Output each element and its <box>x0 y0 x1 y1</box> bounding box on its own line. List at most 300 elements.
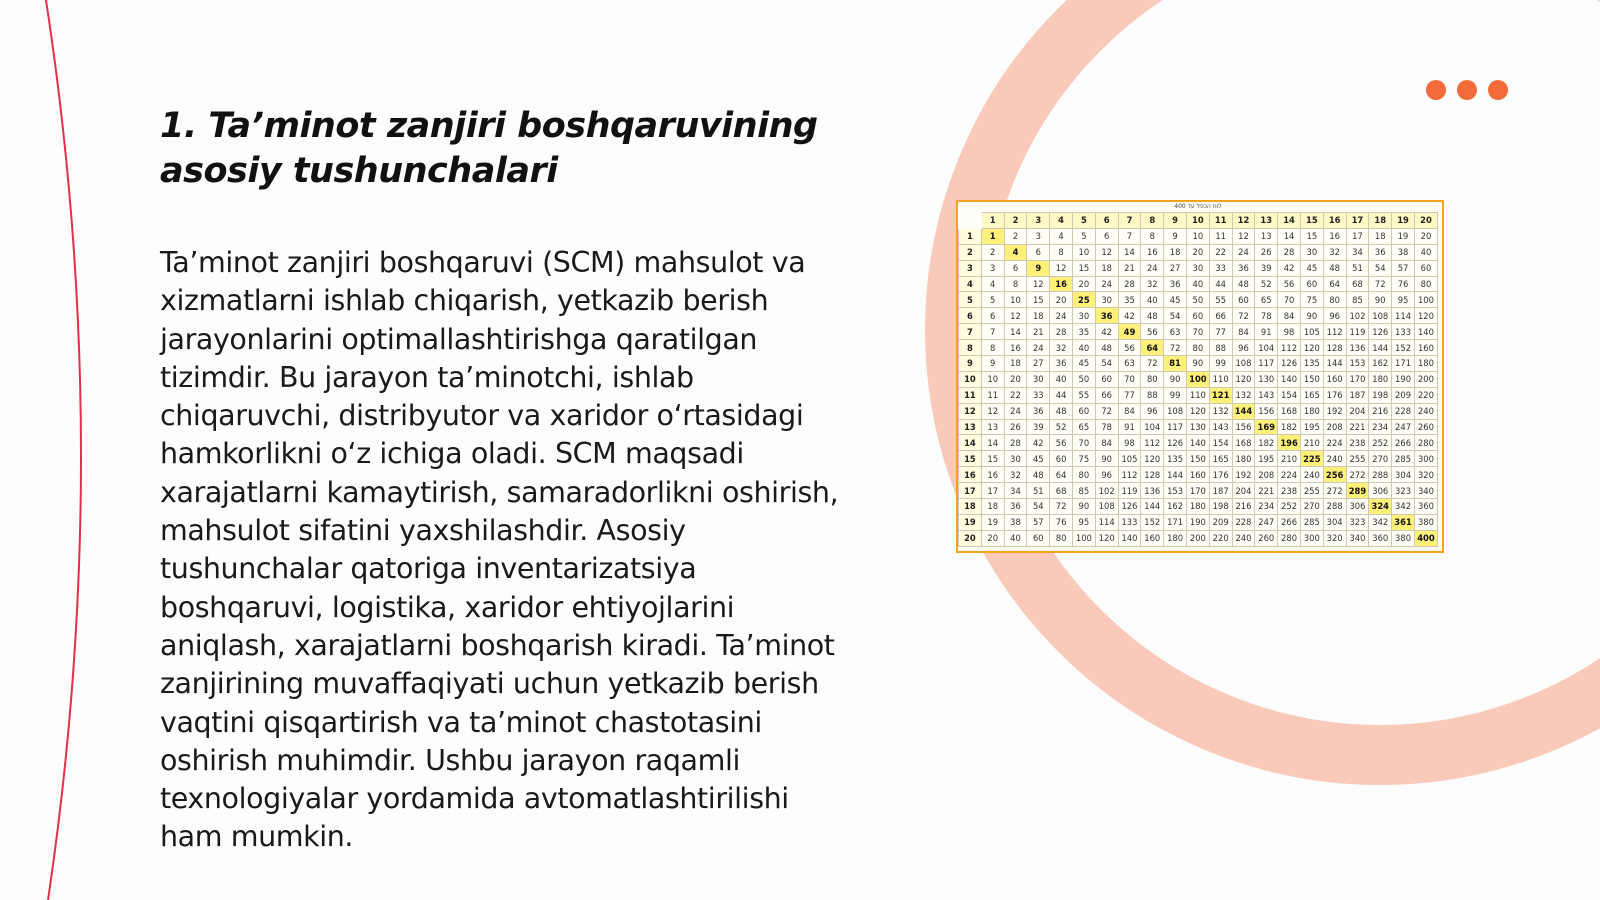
table-cell: 30 <box>1186 260 1209 276</box>
table-cell: 140 <box>1186 435 1209 451</box>
table-cell: 180 <box>1164 530 1187 546</box>
table-cell: 108 <box>1164 403 1187 419</box>
table-cell: 91 <box>1255 324 1278 340</box>
table-cell: 14 <box>981 435 1004 451</box>
table-cell: 162 <box>1164 499 1187 515</box>
table-cell: 90 <box>1095 451 1118 467</box>
table-row-header: 14 <box>959 435 982 451</box>
table-cell: 120 <box>1232 371 1255 387</box>
table-cell: 65 <box>1072 419 1095 435</box>
table-cell: 50 <box>1072 371 1095 387</box>
table-cell: 75 <box>1300 292 1323 308</box>
table-cell: 14 <box>1118 244 1141 260</box>
table-cell: 36 <box>1369 244 1392 260</box>
table-cell: 13 <box>981 419 1004 435</box>
table-cell: 30 <box>1072 308 1095 324</box>
table-cell: 108 <box>1232 356 1255 372</box>
table-cell-square: 4 <box>1004 244 1027 260</box>
table-cell-square: 289 <box>1346 483 1369 499</box>
table-cell: 84 <box>1278 308 1301 324</box>
table-column-header: 12 <box>1232 213 1255 229</box>
table-row <box>959 260 1438 276</box>
table-cell: 102 <box>1346 308 1369 324</box>
table-cell: 24 <box>1141 260 1164 276</box>
table-cell: 156 <box>1232 419 1255 435</box>
table-cell: 84 <box>1095 435 1118 451</box>
table-cell: 70 <box>1118 371 1141 387</box>
table-cell: 8 <box>1004 276 1027 292</box>
table-cell: 90 <box>1072 499 1095 515</box>
table-cell: 117 <box>1164 419 1187 435</box>
table-row <box>959 467 1438 483</box>
table-cell: 56 <box>1118 340 1141 356</box>
table-cell: 54 <box>1027 499 1050 515</box>
table-cell: 60 <box>1027 530 1050 546</box>
table-cell: 192 <box>1232 467 1255 483</box>
table-cell: 52 <box>1050 419 1073 435</box>
table-cell: 63 <box>1118 356 1141 372</box>
table-cell: 171 <box>1164 514 1187 530</box>
table-cell: 228 <box>1232 514 1255 530</box>
table-cell: 252 <box>1278 499 1301 515</box>
table-cell: 285 <box>1300 514 1323 530</box>
table-row-header: 3 <box>959 260 982 276</box>
table-cell: 200 <box>1414 371 1437 387</box>
table-cell: 72 <box>1164 340 1187 356</box>
dot-icon <box>1457 80 1477 100</box>
table-cell: 170 <box>1346 371 1369 387</box>
table-cell: 260 <box>1255 530 1278 546</box>
table-cell: 195 <box>1255 451 1278 467</box>
table-row-header: 13 <box>959 419 982 435</box>
table-cell: 114 <box>1095 514 1118 530</box>
table-cell: 143 <box>1209 419 1232 435</box>
table-cell: 27 <box>1027 356 1050 372</box>
table-cell: 216 <box>1369 403 1392 419</box>
table-cell: 36 <box>1027 403 1050 419</box>
table-cell: 40 <box>1072 340 1095 356</box>
table-cell: 88 <box>1209 340 1232 356</box>
table-cell: 80 <box>1186 340 1209 356</box>
table-cell: 48 <box>1050 403 1073 419</box>
table-cell: 108 <box>1095 499 1118 515</box>
table-cell: 8 <box>1050 244 1073 260</box>
table-cell: 7 <box>1118 228 1141 244</box>
table-cell: 17 <box>1346 228 1369 244</box>
table-cell-square: 64 <box>1141 340 1164 356</box>
table-cell: 17 <box>981 483 1004 499</box>
table-cell: 240 <box>1323 451 1346 467</box>
table-row-header: 10 <box>959 371 982 387</box>
table-cell: 21 <box>1118 260 1141 276</box>
table-cell-square: 169 <box>1255 419 1278 435</box>
table-cell: 52 <box>1255 276 1278 292</box>
left-curve-line <box>46 0 81 900</box>
table-cell: 160 <box>1186 467 1209 483</box>
table-cell-square: 121 <box>1209 387 1232 403</box>
table-cell: 72 <box>1232 308 1255 324</box>
table-cell: 54 <box>1164 308 1187 324</box>
table-cell: 34 <box>1346 244 1369 260</box>
table-cell: 7 <box>981 324 1004 340</box>
table-cell: 255 <box>1300 483 1323 499</box>
table-cell: 360 <box>1369 530 1392 546</box>
table-cell: 39 <box>1255 260 1278 276</box>
table-row <box>959 403 1438 419</box>
table-cell: 77 <box>1209 324 1232 340</box>
table-cell: 30 <box>1095 292 1118 308</box>
table-cell: 68 <box>1346 276 1369 292</box>
table-row <box>959 387 1438 403</box>
table-cell: 340 <box>1346 530 1369 546</box>
table-cell: 12 <box>1004 308 1027 324</box>
table-cell: 119 <box>1118 483 1141 499</box>
table-cell: 133 <box>1392 324 1415 340</box>
table-cell: 304 <box>1323 514 1346 530</box>
table-row-header: 6 <box>959 308 982 324</box>
table-cell: 240 <box>1232 530 1255 546</box>
table-row-header: 7 <box>959 324 982 340</box>
table-cell: 22 <box>1209 244 1232 260</box>
table-cell: 48 <box>1232 276 1255 292</box>
table-row <box>959 451 1438 467</box>
table-cell: 190 <box>1392 371 1415 387</box>
table-cell: 270 <box>1300 499 1323 515</box>
table-cell: 154 <box>1278 387 1301 403</box>
table-cell: 72 <box>1141 356 1164 372</box>
table-cell: 266 <box>1392 435 1415 451</box>
table-cell: 24 <box>1004 403 1027 419</box>
table-cell: 209 <box>1209 514 1232 530</box>
table-row <box>959 499 1438 515</box>
table-cell: 240 <box>1300 467 1323 483</box>
table-cell: 150 <box>1300 371 1323 387</box>
table-cell: 96 <box>1232 340 1255 356</box>
table-cell: 34 <box>1004 483 1027 499</box>
table-cell: 88 <box>1141 387 1164 403</box>
table-cell: 24 <box>1095 276 1118 292</box>
table-cell: 32 <box>1141 276 1164 292</box>
table-cell: 208 <box>1255 467 1278 483</box>
table-cell: 187 <box>1209 483 1232 499</box>
table-cell: 12 <box>1050 260 1073 276</box>
table-cell: 45 <box>1027 451 1050 467</box>
table-cell: 247 <box>1392 419 1415 435</box>
table-cell: 44 <box>1050 387 1073 403</box>
table-cell: 50 <box>1186 292 1209 308</box>
table-cell: 143 <box>1255 387 1278 403</box>
table-cell: 18 <box>981 499 1004 515</box>
table-cell: 270 <box>1369 451 1392 467</box>
table-cell: 220 <box>1209 530 1232 546</box>
table-cell: 96 <box>1141 403 1164 419</box>
table-cell: 60 <box>1232 292 1255 308</box>
table-cell: 28 <box>1004 435 1027 451</box>
table-cell: 160 <box>1323 371 1346 387</box>
table-cell: 10 <box>1186 228 1209 244</box>
table-cell: 12 <box>1232 228 1255 244</box>
table-cell: 84 <box>1232 324 1255 340</box>
table-cell: 76 <box>1050 514 1073 530</box>
table-cell: 132 <box>1209 403 1232 419</box>
table-cell-square: 144 <box>1232 403 1255 419</box>
table-cell: 11 <box>1209 228 1232 244</box>
table-cell: 198 <box>1369 387 1392 403</box>
table-cell: 72 <box>1095 403 1118 419</box>
table-cell: 4 <box>981 276 1004 292</box>
table-cell: 198 <box>1209 499 1232 515</box>
table-cell: 176 <box>1323 387 1346 403</box>
table-cell: 95 <box>1392 292 1415 308</box>
table-cell: 260 <box>1414 419 1437 435</box>
table-row <box>959 324 1438 340</box>
table-cell: 221 <box>1255 483 1278 499</box>
table-row <box>959 308 1438 324</box>
table-cell: 140 <box>1414 324 1437 340</box>
table-cell: 120 <box>1095 530 1118 546</box>
table-cell: 120 <box>1186 403 1209 419</box>
table-cell: 16 <box>981 467 1004 483</box>
table-column-header: 4 <box>1050 213 1073 229</box>
table-cell: 72 <box>1369 276 1392 292</box>
table-cell: 200 <box>1186 530 1209 546</box>
table-cell: 38 <box>1004 514 1027 530</box>
table-cell: 224 <box>1278 467 1301 483</box>
table-cell: 228 <box>1392 403 1415 419</box>
table-cell: 30 <box>1004 451 1027 467</box>
table-cell: 60 <box>1095 371 1118 387</box>
table-cell: 51 <box>1346 260 1369 276</box>
table-cell: 30 <box>1027 371 1050 387</box>
table-cell: 80 <box>1414 276 1437 292</box>
table-cell: 85 <box>1072 483 1095 499</box>
table-cell: 8 <box>981 340 1004 356</box>
table-cell: 18 <box>1004 356 1027 372</box>
table-cell: 135 <box>1164 451 1187 467</box>
table-cell: 11 <box>981 387 1004 403</box>
table-cell: 112 <box>1323 324 1346 340</box>
table-cell: 126 <box>1278 356 1301 372</box>
table-cell: 42 <box>1095 324 1118 340</box>
table-row-header: 5 <box>959 292 982 308</box>
table-cell: 51 <box>1027 483 1050 499</box>
table-cell: 238 <box>1346 435 1369 451</box>
table-cell: 3 <box>1027 228 1050 244</box>
table-cell: 60 <box>1186 308 1209 324</box>
table-cell: 60 <box>1050 451 1073 467</box>
table-cell: 234 <box>1369 419 1392 435</box>
table-cell: 10 <box>1072 244 1095 260</box>
table-cell: 48 <box>1095 340 1118 356</box>
table-cell: 10 <box>1004 292 1027 308</box>
table-row-header: 19 <box>959 514 982 530</box>
table-cell: 176 <box>1209 467 1232 483</box>
table-cell: 108 <box>1369 308 1392 324</box>
table-cell: 19 <box>981 514 1004 530</box>
table-cell: 98 <box>1278 324 1301 340</box>
table-cell: 20 <box>1050 292 1073 308</box>
table-cell: 70 <box>1072 435 1095 451</box>
table-cell: 140 <box>1118 530 1141 546</box>
table-cell: 68 <box>1050 483 1073 499</box>
table-cell: 168 <box>1232 435 1255 451</box>
table-cell: 360 <box>1414 499 1437 515</box>
table-cell: 44 <box>1209 276 1232 292</box>
table-cell: 136 <box>1346 340 1369 356</box>
table-cell: 288 <box>1323 499 1346 515</box>
table-cell: 64 <box>1050 467 1073 483</box>
table-cell: 110 <box>1209 371 1232 387</box>
table-cell: 54 <box>1369 260 1392 276</box>
table-row-header: 1 <box>959 228 982 244</box>
table-cell: 10 <box>981 371 1004 387</box>
table-cell: 39 <box>1027 419 1050 435</box>
table-cell: 28 <box>1278 244 1301 260</box>
table-cell: 27 <box>1164 260 1187 276</box>
table-cell: 60 <box>1414 260 1437 276</box>
table-cell: 12 <box>1027 276 1050 292</box>
table-cell: 18 <box>1369 228 1392 244</box>
table-row <box>959 435 1438 451</box>
table-cell: 209 <box>1392 387 1415 403</box>
table-cell: 9 <box>981 356 1004 372</box>
table-column-header: 3 <box>1027 213 1050 229</box>
table-cell: 90 <box>1300 308 1323 324</box>
table-cell: 210 <box>1300 435 1323 451</box>
table-cell: 180 <box>1186 499 1209 515</box>
table-cell: 2 <box>1004 228 1027 244</box>
table-cell: 40 <box>1004 530 1027 546</box>
table-cell: 18 <box>1027 308 1050 324</box>
table-cell: 220 <box>1414 387 1437 403</box>
table-cell: 15 <box>981 451 1004 467</box>
table-cell: 91 <box>1118 419 1141 435</box>
table-row-header: 18 <box>959 499 982 515</box>
table-cell: 156 <box>1255 403 1278 419</box>
table-cell: 33 <box>1027 387 1050 403</box>
table-cell: 135 <box>1300 356 1323 372</box>
table-cell: 323 <box>1346 514 1369 530</box>
table-cell: 90 <box>1164 371 1187 387</box>
table-column-header: 16 <box>1323 213 1346 229</box>
table-cell: 40 <box>1414 244 1437 260</box>
table-cell: 32 <box>1323 244 1346 260</box>
table-cell: 78 <box>1095 419 1118 435</box>
multiplication-table-image <box>956 200 1444 553</box>
table-cell: 126 <box>1369 324 1392 340</box>
table-cell: 66 <box>1209 308 1232 324</box>
table-cell: 22 <box>1004 387 1027 403</box>
table-cell: 120 <box>1414 308 1437 324</box>
table-cell: 153 <box>1346 356 1369 372</box>
table-cell: 100 <box>1414 292 1437 308</box>
table-cell: 130 <box>1186 419 1209 435</box>
table-cell: 380 <box>1392 530 1415 546</box>
table-cell: 48 <box>1141 308 1164 324</box>
table-cell: 57 <box>1027 514 1050 530</box>
table-cell: 105 <box>1118 451 1141 467</box>
table-cell-square: 16 <box>1050 276 1073 292</box>
table-cell: 204 <box>1232 483 1255 499</box>
table-cell: 30 <box>1300 244 1323 260</box>
table-cell: 280 <box>1278 530 1301 546</box>
table-cell: 306 <box>1369 483 1392 499</box>
table-cell: 54 <box>1095 356 1118 372</box>
table-cell: 18 <box>1095 260 1118 276</box>
table-cell: 112 <box>1118 467 1141 483</box>
table-cell: 114 <box>1392 308 1415 324</box>
table-cell-square: 400 <box>1414 530 1437 546</box>
table-cell: 117 <box>1255 356 1278 372</box>
table-cell: 204 <box>1346 403 1369 419</box>
table-cell: 170 <box>1186 483 1209 499</box>
table-cell: 98 <box>1118 435 1141 451</box>
table-cell: 152 <box>1141 514 1164 530</box>
table-cell: 24 <box>1050 308 1073 324</box>
table-cell: 14 <box>1278 228 1301 244</box>
table-cell: 128 <box>1323 340 1346 356</box>
table-cell: 78 <box>1255 308 1278 324</box>
table-column-header: 10 <box>1186 213 1209 229</box>
table-cell: 48 <box>1027 467 1050 483</box>
table-cell-square: 81 <box>1164 356 1187 372</box>
table-cell: 66 <box>1095 387 1118 403</box>
table-cell: 216 <box>1232 499 1255 515</box>
table-row-header: 12 <box>959 403 982 419</box>
table-cell: 99 <box>1209 356 1232 372</box>
table-cell: 70 <box>1278 292 1301 308</box>
table-cell: 42 <box>1027 435 1050 451</box>
table-cell: 110 <box>1186 387 1209 403</box>
table-cell: 6 <box>1095 228 1118 244</box>
table-cell: 40 <box>1186 276 1209 292</box>
dot-icon <box>1426 80 1446 100</box>
table-cell: 180 <box>1414 356 1437 372</box>
table-cell: 190 <box>1186 514 1209 530</box>
table-cell: 342 <box>1369 514 1392 530</box>
table-cell: 320 <box>1414 467 1437 483</box>
table-cell: 26 <box>1004 419 1027 435</box>
table-cell: 12 <box>981 403 1004 419</box>
table-cell: 90 <box>1369 292 1392 308</box>
table-cell: 272 <box>1323 483 1346 499</box>
table-cell: 8 <box>1141 228 1164 244</box>
table-cell: 119 <box>1346 324 1369 340</box>
table-cell-square: 1 <box>981 228 1004 244</box>
table-cell: 15 <box>1027 292 1050 308</box>
table-cell: 3 <box>981 260 1004 276</box>
table-column-header: 15 <box>1300 213 1323 229</box>
table-cell: 165 <box>1300 387 1323 403</box>
table-cell-square: 225 <box>1300 451 1323 467</box>
table-cell: 252 <box>1369 435 1392 451</box>
table-cell: 24 <box>1232 244 1255 260</box>
table-cell-square: 25 <box>1072 292 1095 308</box>
table-cell: 80 <box>1072 467 1095 483</box>
table-cell: 56 <box>1050 435 1073 451</box>
table-cell: 272 <box>1346 467 1369 483</box>
table-cell: 144 <box>1141 499 1164 515</box>
slide-body-text: Ta’minot zanjiri boshqaruvi (SCM) mahsulot va xizmatlarni ishlab chiqarish, yetkazib berish jarayonlarini optimallashtirishga qaratilgan tizimdir. Bu jarayon ta’minotchi, ishlab chiqaruvchi, distribyutor va xaridor o‘rtasidagi hamkorlikni o‘z ichiga oladi. SCM maqsadi xarajatlarni kamaytirish, samaradorlikni oshirish, mahsulot sifatini yaxshilashdir. Asosiy tushunchalar qatoriga inventarizatsiya boshqaruvi, logistika, xaridor ehtiyojlarini aniqlash, xarajatlarni boshqarish kiradi. Ta’minot zanjirining muvaffaqiyati uchun yetkazib berish vaqtini qisqartirish va ta’minot chastotasini oshirish muhimdir. Ushbu jarayon raqamli texnologiyalar yordamida avtomatlashtirilishi ham mumkin. <box>160 246 839 854</box>
table-cell: 180 <box>1300 403 1323 419</box>
table-cell: 266 <box>1278 514 1301 530</box>
table-column-header: 19 <box>1392 213 1415 229</box>
table-cell: 144 <box>1164 467 1187 483</box>
table-cell: 19 <box>1392 228 1415 244</box>
table-cell: 20 <box>1004 371 1027 387</box>
table-cell: 112 <box>1278 340 1301 356</box>
table-cell-square: 256 <box>1323 467 1346 483</box>
